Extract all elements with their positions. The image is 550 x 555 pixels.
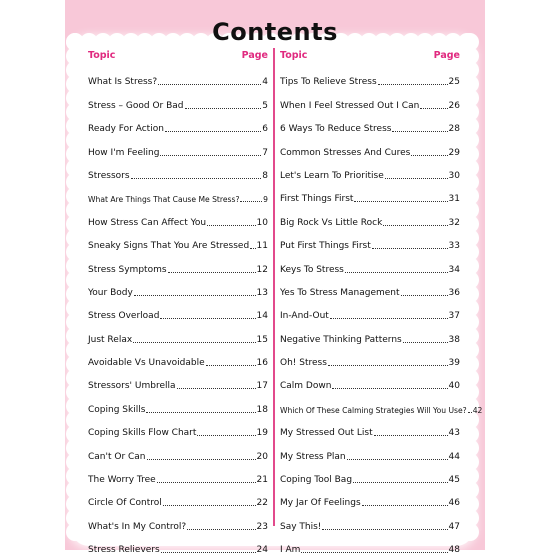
toc-entry [88, 345, 268, 368]
leader-dots [131, 178, 262, 179]
toc-entry [280, 87, 460, 110]
toc-entry [280, 415, 460, 438]
toc-entry-page: 21 [256, 475, 268, 486]
leader-dots [420, 108, 447, 109]
toc-entry [88, 134, 268, 157]
left-column [88, 50, 268, 555]
toc-entry-page: 44 [448, 451, 460, 462]
toc-entry-title: Stress Relievers [88, 545, 160, 555]
toc-entry [88, 438, 268, 461]
toc-entry [280, 345, 460, 368]
toc-entry-page: 5 [262, 100, 268, 111]
toc-entry-page: 34 [448, 264, 460, 275]
toc-entry [280, 438, 460, 461]
toc-entry-page: 13 [256, 287, 268, 298]
toc-entry-page: 30 [448, 170, 460, 181]
toc-entry [88, 391, 268, 414]
toc-entry-page: 38 [448, 334, 460, 345]
toc-entry [88, 462, 268, 485]
toc-entry [280, 485, 460, 508]
toc-entry-page: 26 [448, 100, 460, 111]
leader-dots [165, 131, 261, 132]
toc-entry [280, 508, 460, 531]
leader-dots [345, 272, 448, 273]
toc-entry-title: Which Of These Calming Strategies Will You Use? [280, 405, 467, 415]
toc-entry-page: 7 [262, 147, 268, 158]
toc-entry [280, 275, 460, 298]
toc-entry-page: 19 [256, 428, 268, 439]
leader-dots [158, 84, 261, 85]
toc-entry-page: 47 [448, 521, 460, 532]
toc-entry-title: Common Stresses And Cures [280, 147, 411, 158]
leader-dots [378, 84, 448, 85]
right-column [280, 50, 483, 555]
toc-entry-title: First Things First [280, 194, 354, 205]
toc-entry-page: 4 [262, 77, 268, 88]
toc-entry-title: Big Rock Vs Little Rock [280, 217, 383, 228]
toc-entry [280, 532, 460, 555]
toc-entry-title: In-And-Out [280, 311, 329, 322]
toc-entry-page: 25 [448, 77, 460, 88]
leader-dots [134, 295, 256, 296]
toc-entry [280, 111, 460, 134]
toc-entry-title: What Are Things That Cause Me Stress? [88, 195, 240, 205]
column-divider [273, 48, 275, 526]
toc-entry-title: Sneaky Signs That You Are Stressed [88, 241, 250, 252]
leader-dots [163, 505, 256, 506]
toc-entry-title: Let's Learn To Prioritise [280, 170, 384, 181]
leader-dots [354, 201, 447, 202]
leader-dots [160, 155, 261, 156]
toc-entry [88, 508, 268, 531]
right-column-header [280, 50, 460, 64]
toc-entry-title: Calm Down [280, 381, 332, 392]
leader-dots [383, 225, 447, 226]
toc-entry-title: How Stress Can Affect You [88, 217, 207, 228]
toc-entry-page: 42 [472, 405, 483, 415]
leader-dots [207, 225, 255, 226]
cloud-bump [461, 523, 479, 541]
leader-dots [161, 552, 256, 553]
toc-entry [280, 391, 483, 415]
leader-dots [160, 318, 255, 319]
topic-header: Topic [88, 50, 116, 61]
toc-entry-page: 45 [448, 475, 460, 486]
toc-entry [88, 415, 268, 438]
toc-entry-title: Keys To Stress [280, 264, 344, 275]
toc-entry [88, 87, 268, 110]
toc-entry-title: Stressors [88, 170, 130, 181]
toc-entry-title: How I'm Feeling [88, 147, 160, 158]
toc-entry-title: Stress – Good Or Bad [88, 100, 184, 111]
toc-entry-page: 36 [448, 287, 460, 298]
toc-entry-page: 39 [448, 358, 460, 369]
leader-dots [332, 388, 447, 389]
toc-entry [88, 368, 268, 391]
toc-entry [88, 158, 268, 181]
toc-entry-title: Stress Symptoms [88, 264, 167, 275]
toc-entry-title: Oh! Stress [280, 358, 327, 369]
toc-entry-page: 48 [448, 545, 460, 555]
leader-dots [301, 552, 447, 553]
toc-entry-title: Stress Overload [88, 311, 160, 322]
leader-dots [157, 482, 256, 483]
leader-dots [374, 435, 448, 436]
toc-entry [88, 532, 268, 555]
leader-dots [385, 178, 448, 179]
toc-entry-page: 14 [256, 311, 268, 322]
toc-entry [88, 321, 268, 344]
toc-entry [88, 181, 268, 204]
toc-entry-title: Say This! [280, 521, 322, 532]
leader-dots [185, 108, 262, 109]
leader-dots [392, 131, 447, 132]
page-header: Page [241, 50, 268, 61]
leader-dots [401, 295, 448, 296]
leader-dots [322, 529, 447, 530]
toc-entry-title: Put First Things First [280, 241, 371, 252]
page-title: Contents [212, 18, 338, 46]
toc-entry [88, 228, 268, 251]
toc-entry-page: 22 [256, 498, 268, 509]
toc-entry [280, 134, 460, 157]
toc-entry-page: 28 [448, 124, 460, 135]
toc-entry [88, 64, 268, 87]
toc-entry [280, 228, 460, 251]
toc-entry-title: Can't Or Can [88, 451, 146, 462]
toc-entry [280, 298, 460, 321]
toc-entry-title: I Am [280, 545, 301, 555]
toc-entry-page: 46 [448, 498, 460, 509]
toc-entry-title: When I Feel Stressed Out I Can [280, 100, 420, 111]
toc-entry [280, 204, 460, 227]
toc-entry [280, 158, 460, 181]
toc-entry-title: Just Relax [88, 334, 133, 345]
toc-entry-page: 12 [256, 264, 268, 275]
toc-entry-page: 29 [448, 147, 460, 158]
toc-entry-title: Avoidable Vs Unavoidable [88, 358, 205, 369]
toc-entry-page: 33 [448, 241, 460, 252]
toc-entry-title: My Jar Of Feelings [280, 498, 361, 509]
toc-entry [88, 298, 268, 321]
toc-entry [280, 462, 460, 485]
leader-dots [177, 388, 256, 389]
toc-entry-title: Coping Skills [88, 404, 146, 415]
toc-entry-page: 40 [448, 381, 460, 392]
toc-entry-title: Stressors' Umbrella [88, 381, 176, 392]
toc-entry-page: 11 [256, 241, 268, 252]
cloud-bump [66, 523, 84, 541]
leader-dots [250, 248, 255, 249]
left-column-header [88, 50, 268, 64]
toc-entry-page: 24 [256, 545, 268, 555]
toc-entry-page: 18 [256, 404, 268, 415]
toc-entry-page: 6 [262, 124, 268, 135]
toc-entry [88, 251, 268, 274]
leader-dots [362, 505, 448, 506]
leader-dots [411, 155, 447, 156]
leader-dots [133, 342, 255, 343]
toc-entry-page: 8 [262, 170, 268, 181]
toc-entry-page: 17 [256, 381, 268, 392]
toc-entry-title: Your Body [88, 287, 133, 298]
toc-entry-title: Coping Tool Bag [280, 475, 353, 486]
toc-entry-title: 6 Ways To Reduce Stress [280, 124, 392, 135]
toc-entry [88, 275, 268, 298]
leader-dots [187, 529, 255, 530]
leader-dots [330, 318, 448, 319]
toc-entry-title: Coping Skills Flow Chart [88, 428, 197, 439]
leader-dots [403, 342, 448, 343]
toc-entry-page: 37 [448, 311, 460, 322]
leader-dots [347, 459, 448, 460]
toc-entry [280, 321, 460, 344]
toc-entry [88, 204, 268, 227]
toc-entry-page: 9 [263, 195, 268, 205]
toc-entry-title: The Worry Tree [88, 475, 156, 486]
leader-dots [197, 435, 255, 436]
leader-dots [168, 272, 256, 273]
leader-dots [146, 412, 255, 413]
toc-entry [280, 251, 460, 274]
leader-dots [147, 459, 256, 460]
leader-dots [206, 365, 256, 366]
toc-entry-page: 10 [256, 217, 268, 228]
toc-entry-title: My Stressed Out List [280, 428, 373, 439]
toc-entry [280, 181, 460, 204]
toc-entry-title: Negative Thinking Patterns [280, 334, 402, 345]
toc-entry-title: Tips To Relieve Stress [280, 77, 377, 88]
toc-entry-title: Circle Of Control [88, 498, 162, 509]
toc-entry [88, 111, 268, 134]
toc-entry-page: 43 [448, 428, 460, 439]
toc-entry-title: What's In My Control? [88, 521, 187, 532]
leader-dots [468, 412, 472, 413]
toc-entry-page: 20 [256, 451, 268, 462]
toc-entry-title: Ready For Action [88, 124, 164, 135]
toc-entry [88, 485, 268, 508]
leader-dots [372, 248, 448, 249]
toc-entry-page: 16 [256, 358, 268, 369]
toc-entry-page: 15 [256, 334, 268, 345]
leader-dots [328, 365, 448, 366]
toc-entry [280, 368, 460, 391]
toc-entry-page: 32 [448, 217, 460, 228]
toc-entry-title: Yes To Stress Management [280, 287, 400, 298]
toc-entry [280, 64, 460, 87]
toc-entry-title: My Stress Plan [280, 451, 346, 462]
toc-entry-title: What Is Stress? [88, 77, 158, 88]
topic-header: Topic [280, 50, 308, 61]
leader-dots [353, 482, 448, 483]
toc-entry-page: 31 [448, 194, 460, 205]
leader-dots [240, 201, 262, 202]
page-header: Page [433, 50, 460, 61]
toc-entry-page: 23 [256, 521, 268, 532]
